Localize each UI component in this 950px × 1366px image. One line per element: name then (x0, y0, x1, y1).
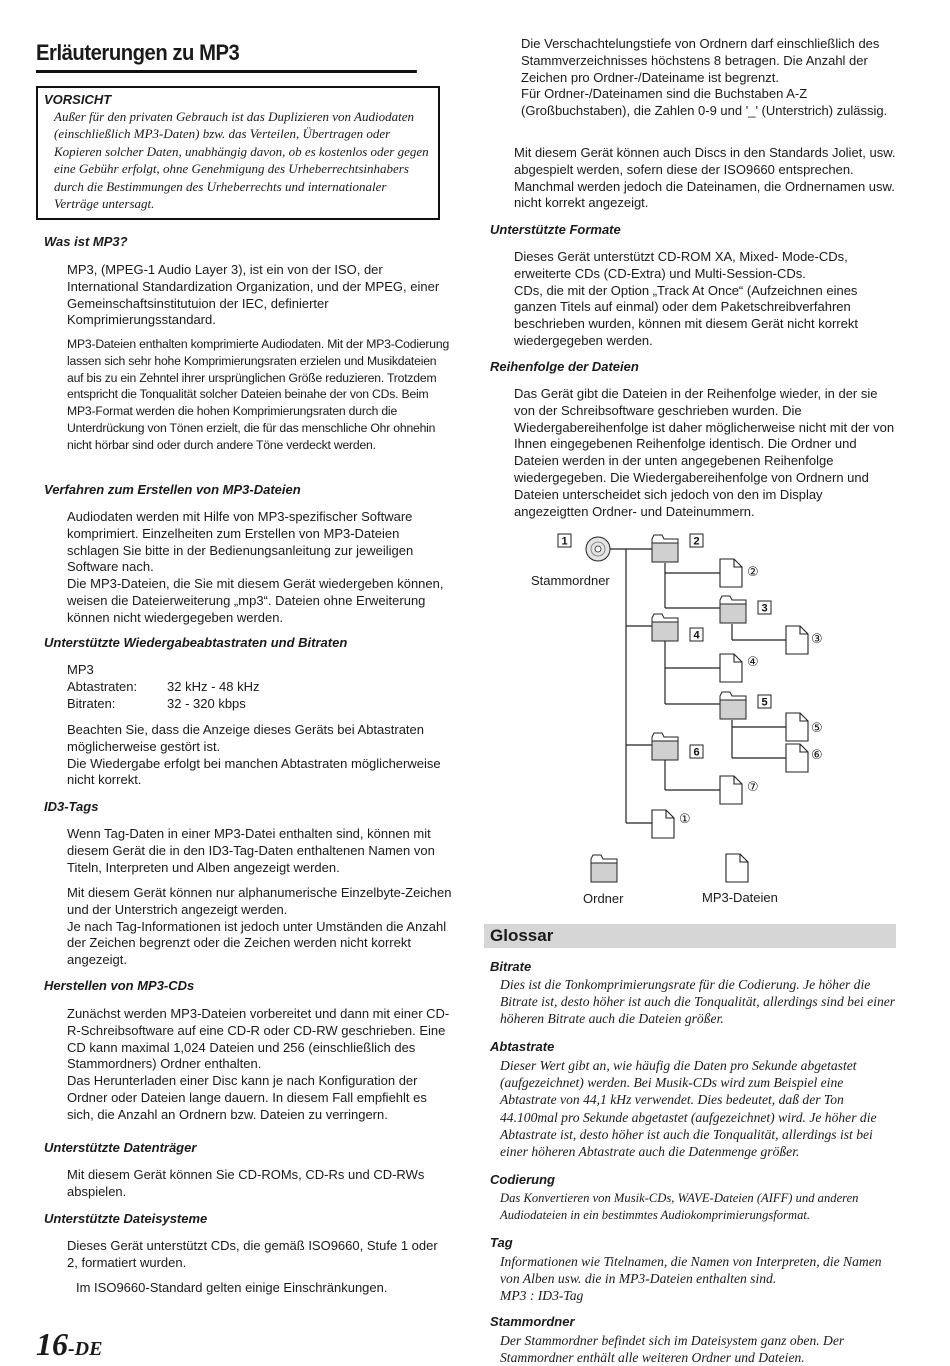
paragraph-mp3-files: MP3-Dateien enthalten komprimierte Audiodaten. Mit der MP3-Codierung lassen sich sehr hohe Komprimierungsraten erzielen und Musikdateien auf bis zu ein Zehntel ihrer ursprünglichen Größe reduzieren. Trotzdem entspricht die Tonqualität solcher Dateien beinahe der von CDs. Beim MP3-Format werden die hohen Komprimierungsraten durch die Unterdrückung von Tönen erzielt, die für das menschliche Ohr ohnehin nicht hörbar sind oder durch andere Töne verdeckt werden. (67, 337, 450, 452)
file-number-3: ③ (811, 632, 823, 647)
folder-number-2: 2 (693, 535, 700, 548)
section-heading-create-mp3: Verfahren zum Erstellen von MP3-Dateien (44, 482, 301, 497)
paragraph-filesystems-2: Im ISO9660-Standard gelten einige Einschränkungen. (76, 1280, 388, 1295)
file-number-7: ⑦ (747, 780, 759, 795)
file-icon-1 (652, 810, 674, 838)
folder-number-3: 3 (761, 602, 768, 615)
file-number-5: ⑤ (811, 721, 823, 736)
paragraph-formats: Dieses Gerät unterstützt CD-ROM XA, Mixed- Mode-CDs, erweiterte CDs (CD-Extra) und Multi-Session-CDs. CDs, die mit der Option „Track At Once“ (Aufzeichnen eines ganzen Titels auf einmal) oder dem Paketschreibverfahren beschrieben wurden, können mit diesem Gerät nicht korrekt wiedergegeben werden. (514, 249, 858, 348)
file-number-2: ② (747, 565, 759, 580)
section-heading-filesystems: Unterstützte Dateisysteme (44, 1211, 208, 1226)
section-heading-file-order: Reihenfolge der Dateien (490, 359, 639, 374)
rates-bit-label: Bitraten: (67, 696, 116, 711)
legend-folder-label: Ordner (583, 891, 624, 906)
paragraph-what-is-mp3: MP3, (MPEG-1 Audio Layer 3), ist ein von der ISO, der International Standardization Organization, und der MPEG, einer Gemeinschaftsinstitutuion der IEC, definierter Komprimierungsstandard. (67, 262, 440, 328)
paragraph-filesystems-cont: Die Verschachtelungstiefe von Ordnern darf einschließlich des Stammverzeichnisses höchstens 8 betragen. Die Anzahl der Zeichen pro Ordner-/Dateiname ist begrenzt. Für Ordner-/Dateinamen sind die Buchstaben A-Z (Großbuchstaben), die Zahlen 0-9 und '_' (Unterstrich) zulässig. (521, 36, 888, 119)
section-heading-formats: Unterstützte Formate (490, 222, 621, 237)
legend-file-label: MP3-Dateien (702, 890, 778, 905)
file-icon-2 (720, 559, 742, 587)
paragraph-file-order: Das Gerät gibt die Dateien in der Reihenfolge wieder, in der sie von der Schreibsoftware geschrieben wurden. Die Wiedergabereihenfolge ist daher möglicherweise nicht mit der von Ihnen eingegebenen Reihenfolge identisch. Die Ordner und Dateien werden in der unten angegebenen Reihenfolge wiedergegeben. Die Wiedergabereihenfolge von Ordnern und Dateien unterscheidet sich jedoch von den im Display angezeigtten Ordner- und Dateinummern. (514, 386, 895, 519)
file-icon-7 (720, 776, 742, 804)
paragraph-create-mp3: Audiodaten werden mit Hilfe von MP3-spezifischer Software komprimiert. Einzelheiten zum Erstellen von MP3-Dateien schlagen Sie bitte in der Bedienungsanleitung zur jeweiligen Software nach. Die MP3-Dateien, die Sie mit diesem Gerät wiedergeben können, weisen die Dateierweiterung „mp3“. Dateien ohne Erweiterung können nicht wiedergegeben werden. (67, 509, 444, 625)
paragraph-joliet: Mit diesem Gerät können auch Discs in den Standards Joliet, usw. abgespielt werden, sofern diese der ISO9660 entsprechen. Manchmal werden jedoch die Dateinamen, die Ordnernamen usw. nicht korrekt angezeigt. (514, 145, 896, 211)
legend-file-icon (726, 854, 748, 882)
section-heading-rates: Unterstützte Wiedergabeabtastraten und Bitraten (44, 635, 348, 650)
folder-number-1: 1 (561, 535, 568, 548)
folder-number-5: 5 (761, 696, 768, 709)
legend-folder-icon (591, 855, 617, 882)
caution-box (36, 86, 440, 220)
file-icon-6 (786, 744, 808, 772)
glossary-def-codierung: Das Konvertieren von Musik-CDs, WAVE-Dateien (AIFF) und anderen Audiodateien in ein bestimmtes Audiokomprimierungsformat. (500, 1191, 859, 1223)
file-number-4: ④ (747, 655, 759, 670)
page-number-value: 16 (36, 1326, 68, 1362)
rates-bit-value: 32 - 320 kbps (167, 696, 246, 711)
glossary-term-bitrate: Bitrate (490, 959, 532, 974)
glossary-def-bitrate: Dies ist die Tonkomprimierungsrate für die Codierung. Je höher die Bitrate ist, desto höher ist auch die Tonqualität, allerdings sind bei einer höheren Bitrate auch die Dateien größer. (500, 977, 896, 1027)
folder-number-4: 4 (693, 629, 700, 642)
folder-icon-6 (652, 733, 678, 760)
paragraph-id3-2: Mit diesem Gerät können nur alphanumerische Einzelbyte-Zeichen und der Unterstrich angezeigt werden. Je nach Tag-Informationen ist jedoch unter Umständen die Anzahl der Zeichen begrenzt oder die Zeichen werden nicht korrekt angezeigt. (67, 885, 452, 968)
folder-icon-5 (720, 692, 746, 719)
folder-number-6: 6 (693, 746, 700, 759)
glossary-heading: Glossar (490, 926, 554, 945)
paragraph-filesystems-1: Dieses Gerät unterstützt CDs, die gemäß ISO9660, Stufe 1 oder 2, formatiert wurden. (67, 1238, 438, 1270)
rates-format: MP3 (67, 662, 94, 677)
section-heading-create-cd: Herstellen von MP3-CDs (44, 978, 195, 993)
folder-icon-3 (720, 596, 746, 623)
glossary-def-tag: Informationen wie Titelnamen, die Namen von Interpreten, die Namen von Alben usw. die in MP3-Dateien enthalten sind. MP3 : ID3-Tag (500, 1254, 882, 1304)
paragraph-id3-1: Wenn Tag-Daten in einer MP3-Datei enthalten sind, können mit diesem Gerät die in den ID3-Tag-Daten enthaltenen Namen von Titeln, Interpreten und Alben angezeigt werden. (67, 826, 435, 875)
rates-sampling-label: Abtastraten: (67, 679, 138, 694)
paragraph-media: Mit diesem Gerät können Sie CD-ROMs, CD-Rs und CD-RWs abspielen. (67, 1167, 425, 1199)
paragraph-create-cd: Zunächst werden MP3-Dateien vorbereitet und dann mit einer CD-R-Schreibsoftware auf eine CD-R oder CD-RW geschrieben. Eine CD kann maximal 1,024 Dateien und 256 (einschließlich des Stammordners) Ordner enthalten. Das Herunterladen einer Disc kann je nach Konfiguration der Ordner oder Dateien lange dauern. In diesem Fall empfiehlt es sich, die Anzahl an Ordnern bzw. Dateien zu verringern. (67, 1006, 450, 1122)
glossary-def-abtastrate: Dieser Wert gibt an, wie häufig die Daten pro Sekunde abgetastet (aufgezeichnet) werden. Bei Musik-CDs wird zum Beispiel eine Abtastrate von 44,1 kHz verwendet. Dies bedeutet, daß der Ton 44.100mal pro Sekunde abgetastet (aufgezeichnet) wird. Je höher die Abtastrate ist, desto höher ist auch die Tonqualität, allerdings ist bei einer höheren Abtastrate auch die Datenmenge größer. (500, 1058, 877, 1160)
file-icon-3 (786, 626, 808, 654)
section-heading-what-is-mp3: Was ist MP3? (44, 234, 128, 249)
caution-body: Außer für den privaten Gebrauch ist das Duplizieren von Audiodaten (einschließlich MP3-Daten) bzw. das Verteilen, Übertragen oder Kopieren solcher Daten, unabhängig davon, ob es kostenlos oder gegen eine Gebühr erfolgt, ohne Genehmigung des Urheberrechtsinhabers durch die Bestimmungen des Urheberrechts und internationaler Verträge untersagt. (54, 109, 429, 212)
folder-icon-4 (652, 614, 678, 641)
page-number (36, 1326, 102, 1363)
file-icon-4 (720, 654, 742, 682)
glossary-term-stammordner: Stammordner (490, 1314, 575, 1329)
page-title: Erläuterungen zu MP3 (36, 40, 417, 73)
caution-heading: VORSICHT (44, 92, 112, 107)
file-number-6: ⑥ (811, 748, 823, 763)
glossary-term-codierung: Codierung (490, 1172, 555, 1187)
root-folder-label: Stammordner (531, 573, 610, 588)
file-icon-5 (786, 713, 808, 741)
section-heading-id3: ID3-Tags (44, 799, 99, 814)
section-heading-media: Unterstützte Datenträger (44, 1140, 197, 1155)
folder-icon-2 (652, 535, 678, 562)
glossary-def-stammordner: Der Stammordner befindet sich im Dateisystem ganz oben. Der Stammordner enthält alle weiteren Ordner und Dateien. (500, 1333, 845, 1366)
paragraph-rates-note: Beachten Sie, dass die Anzeige dieses Geräts bei Abtastraten möglicherweise gestört ist. Die Wiedergabe erfolgt bei manchen Abtastraten möglicherweise nicht korrekt. (67, 722, 441, 788)
glossary-header (484, 924, 896, 948)
glossary-term-abtastrate: Abtastrate (490, 1039, 555, 1054)
rates-sampling-value: 32 kHz - 48 kHz (167, 679, 260, 694)
glossary-term-tag: Tag (490, 1235, 513, 1250)
page-number-suffix: -DE (68, 1338, 103, 1360)
file-number-1: ① (679, 812, 691, 827)
